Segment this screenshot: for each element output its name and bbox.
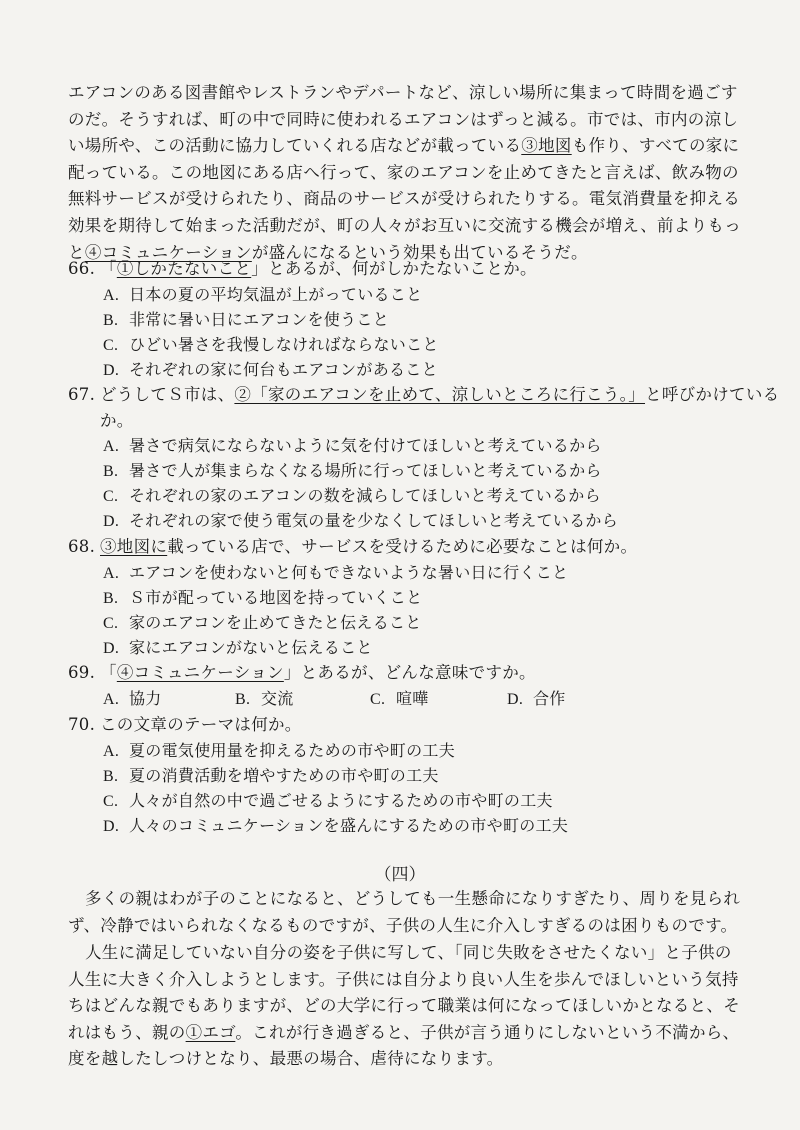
option-text: 人々のコミュニケーションを盛んにするための市や町の工夫 xyxy=(129,816,569,835)
option-70-d[interactable] xyxy=(103,813,568,840)
passage-text: が盛んになるという効果も出ているそうだ。 xyxy=(251,242,588,262)
question-text: 載っている店で、サービスを受けるために必要なことは何か。 xyxy=(167,537,638,556)
ego-marker: ①エゴ xyxy=(185,1022,236,1042)
option-text: 夏の消費活動を増やすための市や町の工夫 xyxy=(129,766,439,785)
section-four-paragraph-2 xyxy=(68,940,748,1073)
question-text: この文章のテーマは何か。 xyxy=(100,715,302,734)
question-text: 「 xyxy=(100,663,117,682)
option-67-a[interactable] xyxy=(103,433,602,460)
option-68-d[interactable] xyxy=(103,635,373,662)
option-text: Ｓ市が配っている地図を持っていくこと xyxy=(129,588,423,607)
option-68-b[interactable] xyxy=(103,585,422,612)
option-letter: D. xyxy=(103,513,120,530)
option-letter: B. xyxy=(103,463,119,480)
option-text: 人々が自然の中で過ごせるようにするための市や町の工夫 xyxy=(129,791,553,810)
option-letter: A. xyxy=(103,743,120,760)
option-68-c[interactable] xyxy=(103,610,422,637)
option-text: 夏の電気使用量を抑えるための市や町の工夫 xyxy=(129,741,456,760)
option-69-c[interactable] xyxy=(370,686,507,713)
option-letter: A. xyxy=(103,287,120,304)
option-letter: A. xyxy=(103,438,120,455)
option-text: 日本の夏の平均気温が上がっていること xyxy=(129,285,423,304)
question-70 xyxy=(68,712,758,738)
paragraph-text: 。これが行き過ぎると、子供が言う通りにしないという不満から、度を越したしつけとなり、最悪の場合、虐待になります。 xyxy=(68,1022,740,1069)
option-letter: B. xyxy=(103,590,119,607)
option-text: 家にエアコンがないと伝えること xyxy=(129,638,373,657)
option-text: ひどい暑さを我慢しなければならないこと xyxy=(129,335,439,354)
question-number: 69. xyxy=(68,663,96,682)
question-number: 66. xyxy=(68,259,96,278)
question-number: 67. xyxy=(68,385,96,404)
option-letter: B. xyxy=(103,768,119,785)
option-70-c[interactable] xyxy=(103,788,553,815)
option-66-c[interactable] xyxy=(103,332,439,359)
question-67 xyxy=(68,382,780,434)
question-69 xyxy=(68,660,758,686)
option-text: 協力 xyxy=(129,689,162,708)
option-letter: D. xyxy=(103,362,120,379)
question-text: 」とあるが、何がしかたないことか。 xyxy=(251,259,537,278)
passage-text: も作り、すべての家に配っている。この地図にある店へ行って、家のエアコンを止めてきたと言えば、飲み物の無料サービスが受けられたり、商品のサービスが受けられたりする。電気消費量を抑える効果を期待して始まった活動だが、町の人々がお互いに交流する機会が増え、前よりもっと xyxy=(68,136,741,262)
option-text: それぞれの家に何台もエアコンがあること xyxy=(129,360,438,379)
option-letter: C. xyxy=(103,337,119,354)
option-text: 喧嘩 xyxy=(396,689,429,708)
option-69-a[interactable] xyxy=(103,686,235,713)
option-text: エアコンを使わないと何もできないような暑い日に行くこと xyxy=(129,563,569,582)
question-text: どうしてＳ市は、 xyxy=(100,385,235,404)
option-text: 非常に暑い日にエアコンを使うこと xyxy=(129,310,390,329)
option-67-b[interactable] xyxy=(103,458,602,485)
option-letter: A. xyxy=(103,565,120,582)
option-letter: B. xyxy=(103,312,119,329)
option-letter: D. xyxy=(507,691,524,708)
underline-marker: ③地図に xyxy=(100,537,168,556)
option-letter: D. xyxy=(103,640,120,657)
option-letter: C. xyxy=(103,793,119,810)
section-title: （四） xyxy=(374,865,426,885)
option-text: 合作 xyxy=(533,689,566,708)
passage-text: エアコンのある図書館やレストランやデパートなど、涼しい場所に集まって時間を過ごすのだ。そうすれば、町の中で同時に使われるエアコンはずっと減る。市では、市内の涼しい場所や、この活動に協力していくれる店などが載っている xyxy=(68,83,739,156)
question-text: 「 xyxy=(100,259,117,278)
question-number: 70. xyxy=(68,715,96,734)
option-text: それぞれの家で使う電気の量を少なくしてほしいと考えているから xyxy=(129,511,619,530)
option-70-b[interactable] xyxy=(103,763,439,790)
option-68-a[interactable] xyxy=(103,560,568,587)
underline-marker: ④コミュニケーション xyxy=(116,663,284,682)
option-text: 暑さで人が集まらなくなる場所に行ってほしいと考えているから xyxy=(129,461,602,480)
options-row-69 xyxy=(103,686,566,713)
option-letter: C. xyxy=(103,615,119,632)
section-four-paragraph-1: 多くの親はわが子のことになると、どうしても一生懸命になりすぎたり、周りを見られず、冷静ではいられなくなるものですが、子供の人生に介入しすぎるのは困りものです。 xyxy=(68,889,741,935)
option-66-b[interactable] xyxy=(103,307,389,334)
question-66 xyxy=(68,256,758,282)
option-text: 家のエアコンを止めてきたと伝えること xyxy=(129,613,422,632)
option-69-d[interactable] xyxy=(507,686,566,713)
option-text: 交流 xyxy=(261,689,294,708)
option-67-c[interactable] xyxy=(103,483,601,510)
option-text: それぞれの家のエアコンの数を減らしてほしいと考えているから xyxy=(129,486,601,505)
question-text: と呼びかけているか。 xyxy=(100,385,780,430)
option-letter: A. xyxy=(103,691,120,708)
question-text: 」とあるが、どんな意味ですか。 xyxy=(283,663,536,682)
option-67-d[interactable] xyxy=(103,508,618,535)
option-text: 暑さで病気にならないように気を付けてほしいと考えているから xyxy=(129,436,602,455)
option-70-a[interactable] xyxy=(103,738,455,765)
passage-three-text xyxy=(68,80,748,266)
communication-marker: ④コミュニケーション xyxy=(84,242,252,262)
option-66-d[interactable] xyxy=(103,357,438,384)
option-69-b[interactable] xyxy=(235,686,370,713)
question-number: 68. xyxy=(68,537,96,556)
underline-marker: ①しかたないこと xyxy=(116,259,252,278)
underline-marker: ②「家のエアコンを止めて、涼しいところに行こう。」 xyxy=(234,385,646,404)
option-letter: D. xyxy=(103,818,120,835)
option-letter: C. xyxy=(103,488,119,505)
option-66-a[interactable] xyxy=(103,282,422,309)
map-marker: ③地図 xyxy=(521,136,572,156)
option-letter: B. xyxy=(235,691,251,708)
option-letter: C. xyxy=(370,691,386,708)
paragraph-text: 人生に満足していない自分の姿を子供に写して、「同じ失敗をさせたくない」と子供の人生に大きく介入しようとします。子供には自分より良い人生を歩んでほしいという気持ちはどんな親でもありますが、どの大学に行って職業は何になってほしいかとなると、それはもう、親の xyxy=(68,943,740,1042)
question-68 xyxy=(68,534,758,560)
